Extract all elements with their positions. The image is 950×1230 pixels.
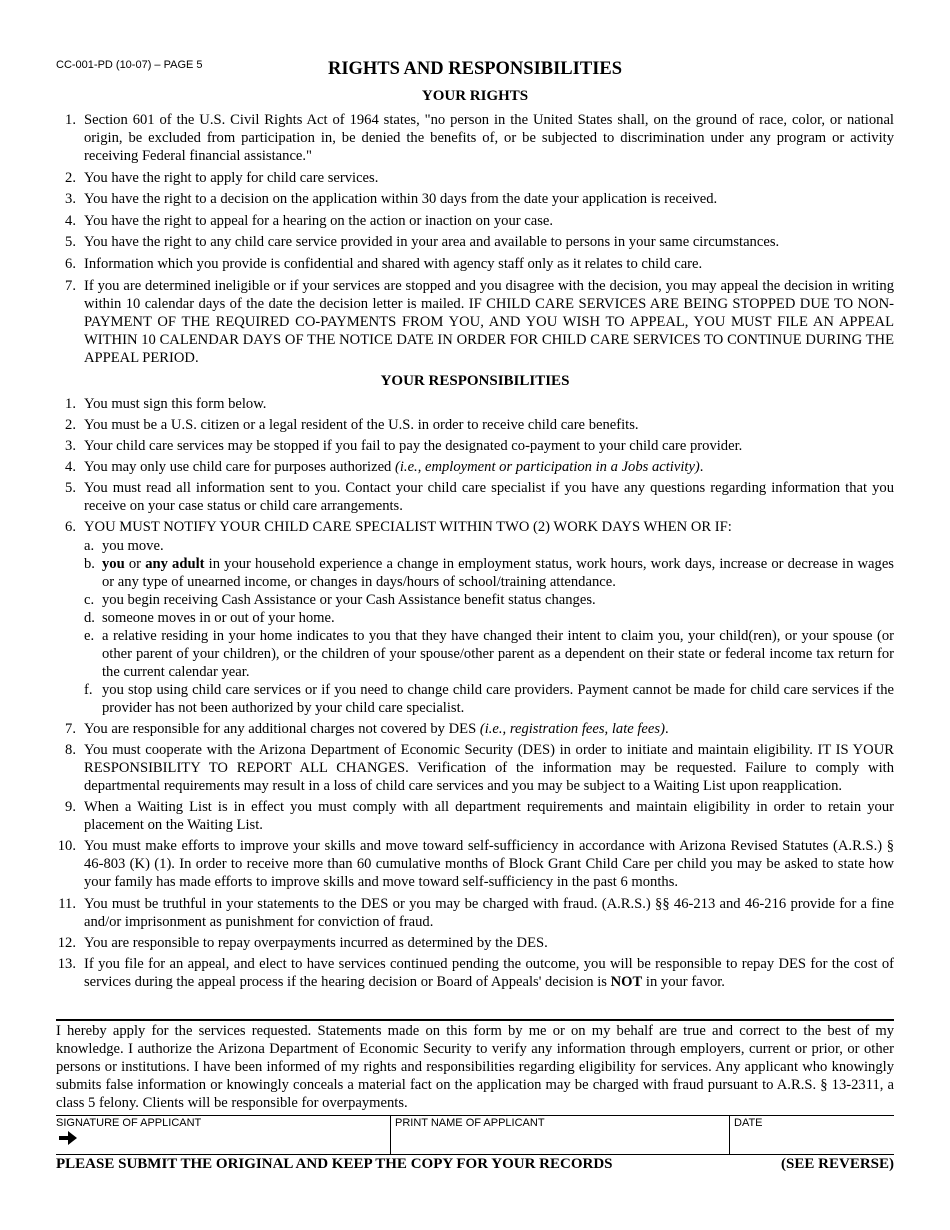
responsibility-item: 9. When a Waiting List is in effect you must comply with all department requirements and maintain eligibility in order to retain your placement on the Waiting List.	[65, 799, 894, 834]
signature-field[interactable]	[56, 1116, 390, 1154]
rights-item: 3. You have the right to a decision on the application within 30 days from the date your application is received.	[65, 191, 718, 208]
responsibility-item: 7. You are responsible for any additional charges not covered by DES (i.e., registration fees, late fees).	[65, 721, 669, 738]
rights-item: 4. You have the right to appeal for a hearing on the action or inaction on your case.	[65, 212, 554, 229]
rights-item: 5. You have the right to any child care service provided in your area and available to persons in your same circumstances.	[65, 234, 780, 251]
notify-condition: c. you begin receiving Cash Assistance or your Cash Assistance benefit status changes.	[84, 592, 596, 609]
page-title: RIGHTS AND RESPONSIBILITIES	[327, 59, 623, 79]
responsibilities-list	[56, 395, 894, 991]
responsibility-item: 11. You must be truthful in your statements to the DES or you may be charged with fraud. (A.R.S.) §§ 46-213 and 46-216 provide for a fine and/or imprisonment as punishment for conviction of fraud.	[58, 895, 894, 930]
applicant-declaration: I hereby apply for the services requested. Statements made on this form by me or on my behalf are true and correct to the best of my knowledge. I authorize the Arizona Department of Economic Security to verify any information through employers, current or prior, or other persons or institutions. I have been informed of my rights and responsibilities regarding eligibility for services. Any applicant who knowingly submits false information or knowingly conceals a material fact on the application may be charged with fraud pursuant to A.R.S. § 13-2311, a class 5 felony. Clients will be responsible for overpayments.	[56, 1019, 894, 1112]
responsibilities-heading: YOUR RESPONSIBILITIES	[380, 372, 570, 389]
rights-list	[56, 111, 894, 367]
footer-instruction: PLEASE SUBMIT THE ORIGINAL AND KEEP THE COPY FOR YOUR RECORDS	[56, 1156, 613, 1172]
date-field[interactable]	[729, 1116, 894, 1154]
notify-conditions-list	[84, 537, 894, 717]
see-reverse-note: (SEE REVERSE)	[781, 1156, 894, 1172]
document-body	[56, 58, 894, 994]
signature-label: SIGNATURE OF APPLICANT	[56, 1117, 202, 1129]
responsibility-item: 4. You may only use child care for purposes authorized (i.e., employment or participation in a Jobs activity).	[65, 458, 704, 475]
notify-condition: b. you or any adult in your household experience a change in employment status, work hours, work days, increase or decrease in wages or any type of unearned income, or changes in days/hours of school/training attendance.	[84, 556, 894, 591]
print-name-label: PRINT NAME OF APPLICANT	[395, 1117, 545, 1129]
responsibility-item: 1. You must sign this form below.	[65, 395, 267, 412]
print-name-field[interactable]	[390, 1116, 729, 1154]
signature-block	[56, 1115, 894, 1155]
responsibility-item: 6. YOU MUST NOTIFY YOUR CHILD CARE SPECIALIST WITHIN TWO (2) WORK DAYS WHEN OR IF: a. you move. b. you or any adult in your household experience a change in employment status, work hours, work days, increase or decrease in wages or any type of unearned income, or changes in days/hours of school/training attendance. c. you begin receiving Cash Assistance or your Cash Assistance benefit status changes. d. someone moves in or out of your home. e. a relative residing in your home indicates to you that they have changed their intent to claim you, your child(ren), or your spouse (or other parent of your children), or the children of your spouse/other parent as a dependent on their state or federal income tax return for the current calendar year. f. you stop using child care services or if you need to change child care providers. Payment cannot be made for child care services if the provider has not been authorized by your child care specialist.	[65, 519, 894, 717]
rights-item: 1. Section 601 of the U.S. Civil Rights Act of 1964 states, "no person in the United States shall, on the ground of race, color, or national origin, be excluded from participation in, be denied the benefits of, or be subjected to discrimination under any program or activity receiving Federal financial assistance."	[65, 112, 894, 164]
responsibility-item: 2. You must be a U.S. citizen or a legal resident of the U.S. in order to receive child care benefits.	[65, 416, 639, 433]
footer	[56, 1155, 894, 1173]
responsibility-item: 13. If you file for an appeal, and elect to have services continued pending the outcome, you will be responsible to repay DES for the cost of services during the appeal process if the hearing decision or Board of Appeals' decision is NOT in your favor.	[57, 955, 894, 990]
notify-condition: f. you stop using child care services or if you need to change child care providers. Payment cannot be made for child care services if the provider has not been authorized by your child care specialist.	[84, 682, 894, 717]
rights-item: 7. If you are determined ineligible or if your services are stopped and you disagree with the decision, you may appeal the decision in writing within 10 calendar days of the date the decision letter is mailed. IF CHILD CARE SERVICES ARE BEING STOPPED DUE TO NON-PAYMENT OF THE REQUIRED CO-PAYMENTS FROM YOU, AND YOU WISH TO APPEAL, YOU MUST FILE AN APPEAL WITHIN 10 CALENDAR DAYS OF THE NOTICE DATE IN ORDER FOR CHILD CARE SERVICES TO CONTINUE DURING THE APPEAL PERIOD.	[65, 277, 894, 366]
notify-condition: d. someone moves in or out of your home.	[84, 610, 335, 627]
form-id: CC-001-PD (10-07) – PAGE 5	[56, 59, 203, 71]
responsibility-item: 8. You must cooperate with the Arizona Department of Economic Security (DES) in order to initiate and maintain eligibility. IT IS YOUR RESPONSIBILITY TO REPORT ALL CHANGES. Verification of the information may be requested. Failure to comply with departmental requirements may result in a loss of child care services and you may be subject to a Waiting List upon reapplication.	[65, 742, 894, 795]
date-label: DATE	[734, 1117, 763, 1129]
rights-item: 2. You have the right to apply for child care services.	[65, 169, 379, 186]
responsibility-item: 10. You must make efforts to improve your skills and move toward self-sufficiency in accordance with Arizona Revised Statutes (A.R.S.) § 46-803 (K) (1). In order to receive more than 60 cumulative months of Block Grant Child Care per child you may be asked to state how your family has made efforts to improve skills and move toward self-sufficiency in the past 6 months.	[57, 838, 894, 891]
responsibility-item: 5. You must read all information sent to you. Contact your child care specialist if you have any questions regarding information that you receive on your case status or child care arrangements.	[65, 479, 894, 514]
arrow-right-icon	[58, 1129, 78, 1147]
rights-heading: YOUR RIGHTS	[421, 88, 529, 104]
responsibility-item: 12. You are responsible to repay overpayments incurred as determined by the DES.	[57, 934, 548, 951]
notify-condition: e. a relative residing in your home indicates to you that they have changed their intent to claim you, your child(ren), or your spouse (or other parent of your children), or the children of your spouse/other parent as a dependent on their state or federal income tax return for the current calendar year.	[84, 628, 894, 681]
rights-item: 6. Information which you provide is confidential and shared with agency staff only as it relates to child care.	[65, 255, 703, 272]
responsibility-item: 3. Your child care services may be stopped if you fail to pay the designated co-payment to your child care provider.	[65, 437, 743, 454]
notify-condition: a. you move.	[84, 538, 164, 555]
